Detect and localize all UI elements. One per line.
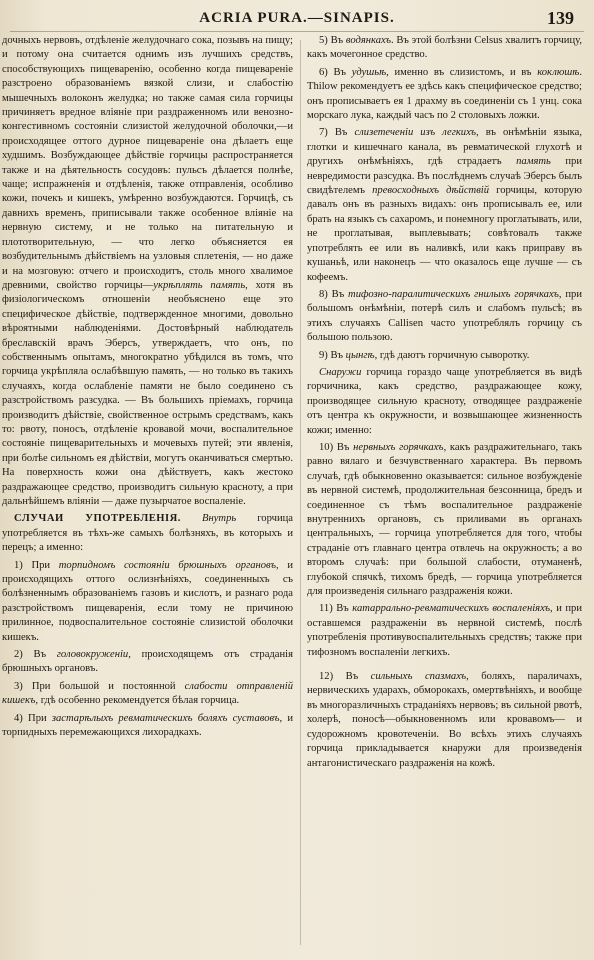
list-item-9: 9) Въ цынгѣ, гдѣ даютъ горчичную сыворотку. (319, 349, 530, 361)
paragraph-effects: дочныхъ нервовъ, отдѣленіе желудочнаго сока, позывъ на пищу; и потому она считается однимъ изъ лучшихъ средствъ, способствующихъ пищеваренію, особенно когда пищевареніе разстроено образованіемъ вязкой слизи, и слабостію мышечныхъ волоконъ желудка; но также самая сила горчицы причиняетъ вредное вліяніе при раздраженномъ или венозно-конгестивномъ состояніи слизистой желудочной оболочки,—и происходящее оттого дурное пищевареніе она дѣлаетъ еще худшимъ. Возбуждающее дѣйствіе горчицы распространяется также и на дѣятельность сосудовъ: пульсъ дѣлается полнѣе, чаще; испражненія и отдѣленія, также отправленія, особливо кожи, почекъ и кишекъ, умѣренно возбуждаются. Горчицѣ, съ давнихъ временъ, приписывали также особенное вліяніе на нервную систему, и не только на питательную и плототворительную, — что легко объясняется ея возбудительнымъ дѣйствіемъ на узловыя сплетенія, — но даже и на мозговую: отчего и происходитъ, столь много хвалимое древними, свойство горчицы—укрѣплять память, хотя въ физіологическомъ отношеніи необъяснено еще это специфическое дѣйствіе, подтвержденное многими, довольно вѣроятными наблюденіями. Достовѣрный наблюдатель бреславскій врачъ Эберсъ, утверждаетъ, что онъ, по собственнымъ опытамъ, многократно убѣдился въ томъ, что горчица укрѣпляла ослабѣвшую память, — но только въ такихъ случаяхъ, когда ослабленіе памяти не было соединено съ разстройствомъ разсудка. — Въ большихъ пріемахъ, горчица производитъ дѣйствіе, свойственное острымъ средствамъ, какъ то: рвоту, поносъ, отдѣленіе кровавой мочи, воспалительное состояніе пищеварительныхъ и мочевыхъ путей; эти явленія, при болѣе сильномъ ея дѣйствіи, могутъ оканчиваться смертью. На поверхность кожи она дѣйствуетъ, какъ жестоко раздражающее средство, производитъ сильную красноту, а при дальнѣйшемъ вліяніи — даже пузырчатое воспаленіе. (2, 35, 294, 507)
list-item-3: 3) При большой и постоянной слабости отправленій кишекъ, гдѣ особенно рекомендуется бѣлая горчица. (2, 680, 293, 707)
list-item-8: 8) Въ тифозно-паралитическихъ гнилыхъ горячкахъ, при большомъ онѣмѣніи, потерѣ силъ и слабомъ пульсѣ; въ этихъ случаяхъ Callisen часто употреблялъ горчицу съ большою пользою. (307, 288, 583, 344)
list-item-6: 6) Въ удушьѣ, именно въ слизистомъ, и въ коклюшѣ. Thilow рекомендуетъ ее здѣсь какъ специфическое средство; онъ прописываетъ ея 1 драхму въ соединеніи съ 1 унц. сока морскаго лука, каждый часъ по 2 столовыхъ ложки. (307, 66, 583, 122)
page-number: 139 (547, 8, 574, 28)
left-column (2, 34, 293, 744)
list-item-12: 12) Въ сильныхъ спазмахъ, боляхъ, параличахъ, нервическихъ ударахъ, обморокахъ, омертвѣніяхъ, и вообще въ многоразличныхъ страданіяхъ нервовъ; въ сильной рвотѣ, холерѣ, поносѣ—обыкновенномъ или кровавомъ— и судорожномъ кровотеченіи. Во всѣхъ этихъ случаяхъ горчица прикладывается кнаружи для произведенія антагонистическаго раздраженія на кожѣ. (307, 671, 582, 769)
list-item-7: 7) Въ слизетеченіи изъ легкихъ, въ онѣмѣніи языка, глотки и кишечнаго канала, въ ревматической глухотѣ и другихъ онѣмѣніяхъ, гдѣ страдаетъ память при невредимости разсудка. Въ послѣднемъ случаѣ Эберсъ былъ свидѣтелемъ превосходныхъ дѣйствій горчицы, которую давалъ онъ въ разныхъ видахъ: онъ прописывалъ ее, или брать на языкъ съ сахаромъ, и понемногу проглатывать, или, не проглатывая, выплевывать; совѣтовалъ также употреблять ее или въ наливкѣ, или какъ приправу въ кушаньѣ, или наконецъ — что оказалось еще лучше — съ кофеемъ. (307, 127, 582, 283)
list-item-11: 11) Въ катаррально-ревматическихъ воспаленіяхъ, и при оставшемся раздраженіи въ нервной системѣ, послѣ употребленія противувоспалительныхъ средствъ; также при тифозномъ воспаленіи легкихъ. (307, 603, 582, 658)
running-title: ACRIA PURA.—SINAPIS. (199, 10, 395, 26)
list-item-10: 10) Въ нервныхъ горячкахъ, какъ раздражительнаго, такъ равно вялаго и безчувственнаго характера. Въ первомъ случаѣ, гдѣ обыкновенно оказывается: сильное возбужденіе въ нервной системѣ, продолжительная безсонница, бредъ и соединенное съ тѣмъ воспалительное раздраженіе внутреннихъ органовъ, съ приливами въ органахъ центральныхъ, — горчица употребляется для того, чтобы страданіе отъ главнаго центра отвлечь на окружность; а во второмъ случаѣ: при большой слабости, отуманенѣ, глубокой спячкѣ, тихомъ бредѣ, — горчица употребляется для произведенія сильнаго раздраженія кожи. (307, 441, 582, 598)
paragraph-internal-use: СЛУЧАИ УПОТРЕБЛЕНІЯ. Внутрь горчица употребляется въ тѣхъ-же самыхъ болѣзняхъ, въ которыхъ и перецъ; а именно: (2, 513, 294, 554)
list-item-4: 4) При застарѣлыхъ ревматическихъ боляхъ суставовъ, и торпидныхъ перемежающихся лихорадкахъ. (2, 712, 293, 739)
list-item-2: 2) Въ головокруженіи, происходящемъ отъ страданія брюшныхъ органовъ. (2, 649, 293, 675)
section-heading: СЛУЧАИ УПОТРЕБЛЕНІЯ. (14, 513, 181, 525)
right-column (307, 34, 582, 774)
paragraph-external-use: Снаружи горчица гораздо чаще употребляется въ видѣ горчичника, какъ средство, раздражающее кожу, производящее сильную красноту, отводящее раздраженіе отъ центра къ окружности, и возвышающее жизненность кожи; именно: (307, 366, 582, 436)
list-item-1: 1) При торпидномъ состояніи брюшныхъ органовъ, и происходящихъ оттого ослизнѣніяхъ, соединенныхъ съ болѣзненнымъ образованіемъ газовъ и кислотъ, и разнаго рода разстройствомъ пищеваренія, если тому не причиною прилинное, подвоспалительное состояніе слизистой оболочки кишекъ. (2, 559, 293, 643)
column-divider (300, 40, 301, 945)
list-item-5: 5) Въ водянкахъ. Въ этой болѣзни Celsus хвалитъ горчицу, какъ мочегонное средство. (307, 35, 582, 61)
page-header (0, 6, 594, 32)
header-divider (10, 31, 584, 32)
